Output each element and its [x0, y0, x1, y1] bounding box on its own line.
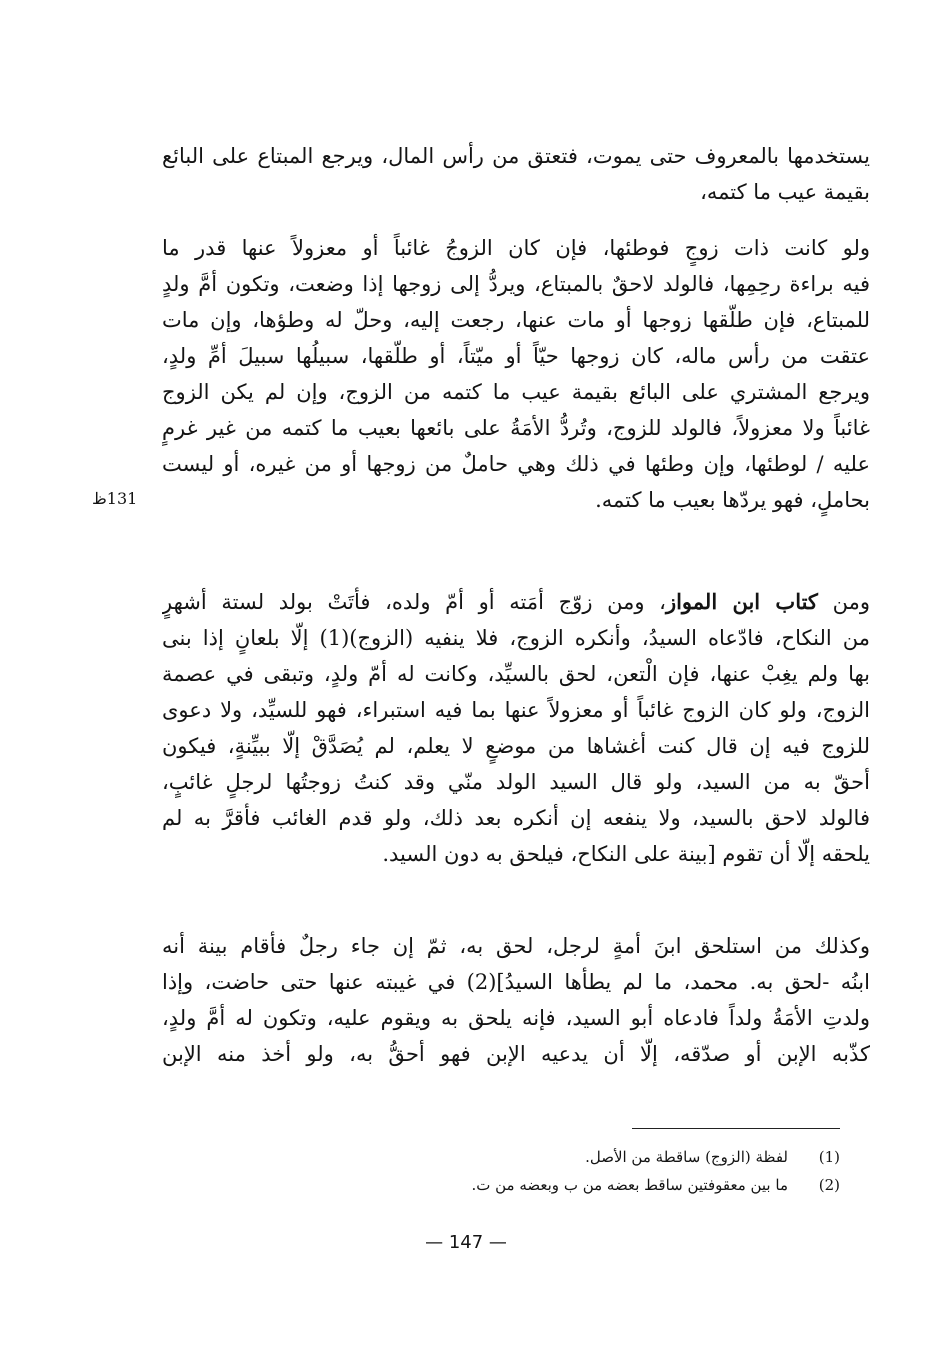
text-line: للمبتاع، فإن طلّقها زوجها أو مات عنها، رجعت إليه، وحلّ له وطؤها، وإن مات: [162, 308, 870, 332]
paragraph-2: [162, 230, 870, 518]
text-line: الزوج، ولو كان الزوج غائباً أو معزولاً عنها بما فيه استبراء، فهو للسيِّد، ولا دعوى: [162, 698, 870, 722]
text-line: فيه براءة رحِمِها، فالولد لاحقٌ بالمبتاع، ويردُّ إلى زوجها إذا وضعت، وتكون أمَّ ولدٍ: [162, 272, 870, 296]
book-title: كتاب ابن المواز: [665, 589, 818, 614]
text-line: يستخدمها بالمعروف حتى يموت، فتعتق من رأس المال، ويرجع المبتاع على البائع: [162, 144, 870, 168]
text-line: بها ولم يغِبْ عنها، فإن الْتعن، لحق بالسيِّد، وكانت له أمّ ولدٍ، وتبقى في عصمة: [162, 662, 870, 686]
text-line: بقيمة عيب ما كتمه،: [700, 180, 870, 204]
footnote-divider: [632, 1128, 840, 1129]
text-line: بحاملٍ، فهو يردّها بعيب ما كتمه.: [595, 488, 870, 512]
text-line: ولدتِ الأمَةُ ولداً فادعاه أبو السيد، فإنه يلحق به ويقوم عليه، وتكون له أمَّ ولدٍ،: [162, 1006, 870, 1030]
footnote-number: (1): [818, 1148, 840, 1166]
text-line: عليه / لوطئها، وإن وطئها في ذلك وهي حاملٌ من زوجها أو من غيره، أو ليست: [162, 452, 870, 476]
text-line: للزوج فيه إن قال كنت أغشاها من موضعٍ لا يعلم، لم يُصَدَّقْ إلّا ببيِّنةٍ، فيكون: [162, 734, 870, 758]
text-line: وكذلك من استلحق ابنَ أمةٍ لرجل، لحق به، ثمّ إن جاء رجلٌ فأقام بينة أنه: [162, 934, 870, 958]
footnote-number: (2): [818, 1176, 840, 1194]
text-line: غائباً ولا معزولاً، فالولد للزوج، وتُردُّ الأمَةُ على بائعها بعيب ما كتمه من غير غرمٍ: [162, 416, 870, 440]
text-line: كذّبه الإبن أو صدّقه، إلّا أن يدعيه الإبن فهو أحقُّ به، ولو أخذ منه الإبن: [162, 1042, 870, 1066]
text-line: أحقّ به من السيد، ولو قال السيد الولد منّي وقد كنتُ زوجتُها لرجلٍ غائبٍ،: [162, 770, 870, 794]
footnote-text: ما بين معقوفتين ساقط بعضه من ب وبعضه من ت.: [471, 1176, 788, 1194]
text-line: ابنُه -لحق به. محمد، ما لم يطأها السيدُ](2) في غيبته عنها حتى حاضت، وإذا: [162, 970, 870, 994]
page-number: — 147 —: [425, 1232, 507, 1253]
paragraph-3: [162, 584, 870, 872]
paragraph-4: [162, 928, 870, 1072]
text-line: ويرجع المشتري على البائع بقيمة عيب ما كتمه من الزوج، وإن لم يكن الزوج: [162, 380, 870, 404]
text-line: فالولد لاحق بالسيد، ولا ينفعه إن أنكره بعد ذلك، ولو قدم الغائب فأقرَّ به لم: [162, 806, 870, 830]
text-line: عتقت من رأس ماله، كان زوجها حيّاً أو ميّتاً، أو طلّقها، سبيلُها سبيلَ أمِّ ولدٍ،: [162, 344, 870, 368]
text-line: ومن كتاب ابن المواز، ومن زوّج أمَته أو أمّ ولده، فأتَتْ بولد لستة أشهرٍ: [162, 589, 870, 614]
text-line: من النكاح، فادّعاه السيدُ، وأنكره الزوج، فلا ينفيه (الزوج)(1) إلّا بلعانٍ إذا بنى: [162, 626, 870, 650]
footnote-text: لفظة (الزوج) ساقطة من الأصل.: [585, 1148, 788, 1166]
margin-folio-note: 131ظ: [92, 489, 138, 508]
paragraph-1: [162, 138, 870, 210]
text-line: ولو كانت ذات زوجٍ فوطئها، فإن كان الزوجُ غائباً أو معزولاً عنها قدر ما: [162, 236, 870, 260]
text-line: يلحقه إلّا أن تقوم [بينة على النكاح، فيلحق به دون السيد.: [382, 842, 870, 866]
footnote-1: [585, 1144, 840, 1170]
footnote-2: [471, 1172, 840, 1198]
